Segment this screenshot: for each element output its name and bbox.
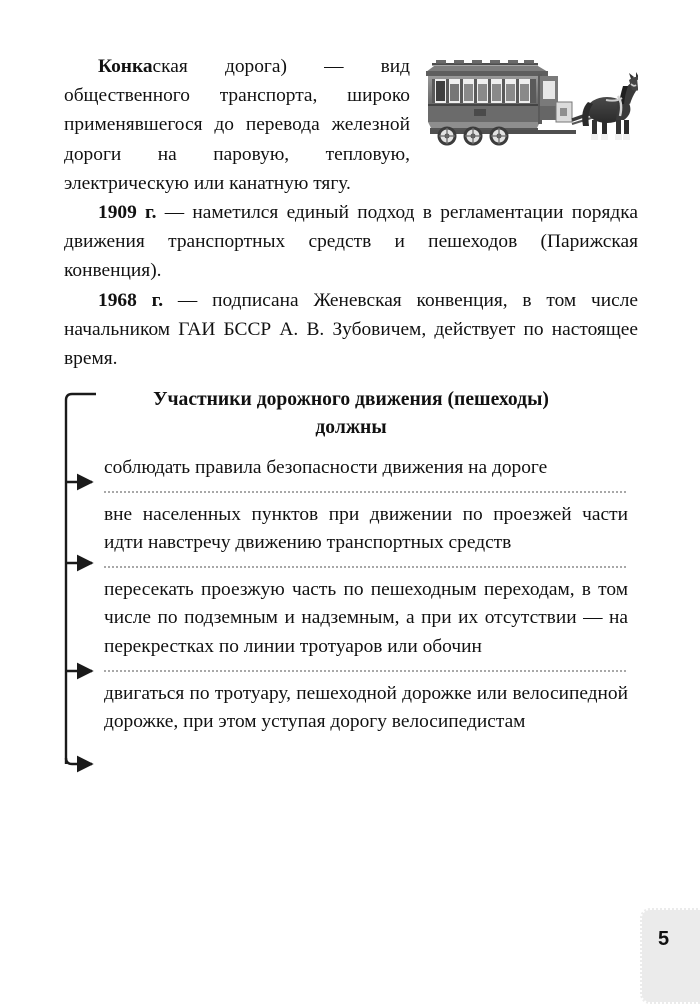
list-item: [104, 454, 628, 483]
year-1909: 1909 г.: [98, 202, 157, 224]
page-number: 5: [658, 928, 670, 950]
intro-paragraph-1-text: ская дорога) — вид общественного транспорта, широко применявшегося до перевода железной дороги на паровую, тепловую, электрическую или канатную тягу.: [64, 56, 410, 194]
year-1968: 1968 г.: [98, 289, 164, 311]
list-item-text: вне населенных пунктов при движении по проезжей части идти навстречу движению транспортных средств: [104, 503, 628, 554]
diagram-title: [100, 386, 602, 442]
intro-paragraph-3-text: — подписана Женевская конвенция, в том числе начальником ГАИ БССР А. В. Зубовичем, действует по настоящее время.: [64, 289, 639, 370]
list-separator: [104, 566, 626, 568]
diagram-title-line-1: Участники дорожного движения (пешеходы): [153, 389, 549, 410]
list-item: [104, 501, 628, 558]
pedestrian-duties-diagram: [0, 386, 700, 856]
horse-drawn-tram-illustration: [420, 54, 638, 150]
list-item: [104, 576, 628, 662]
list-item-text: двигаться по тротуару, пешеходной дорожке или велосипедной дорожке, при этом уступая дорогу велосипедистам: [104, 682, 628, 733]
list-item: [104, 680, 628, 737]
term-konka: Конка: [98, 56, 153, 77]
diagram-title-line-2: должны: [315, 417, 387, 438]
intro-paragraph-2: [64, 198, 638, 286]
duties-list: [104, 454, 628, 737]
intro-paragraph-2-text: — наметился единый подход в регламентации порядка движения транспортных средств и пешеходов (Парижская конвенция).: [64, 202, 638, 282]
list-separator: [104, 491, 626, 493]
list-item-text: соблюдать правила безопасности движения на дороге: [104, 457, 548, 478]
list-separator: [104, 670, 626, 672]
list-item-text: пересекать проезжую часть по пешеходным переходам, в том числе по подземным и надземным, а при их отсутствии — на перекрестках по линии тротуаров или обочин: [104, 578, 628, 657]
intro-text-block: [64, 52, 638, 373]
intro-paragraph-3: [64, 286, 638, 374]
page-number-tab: [640, 908, 700, 1004]
